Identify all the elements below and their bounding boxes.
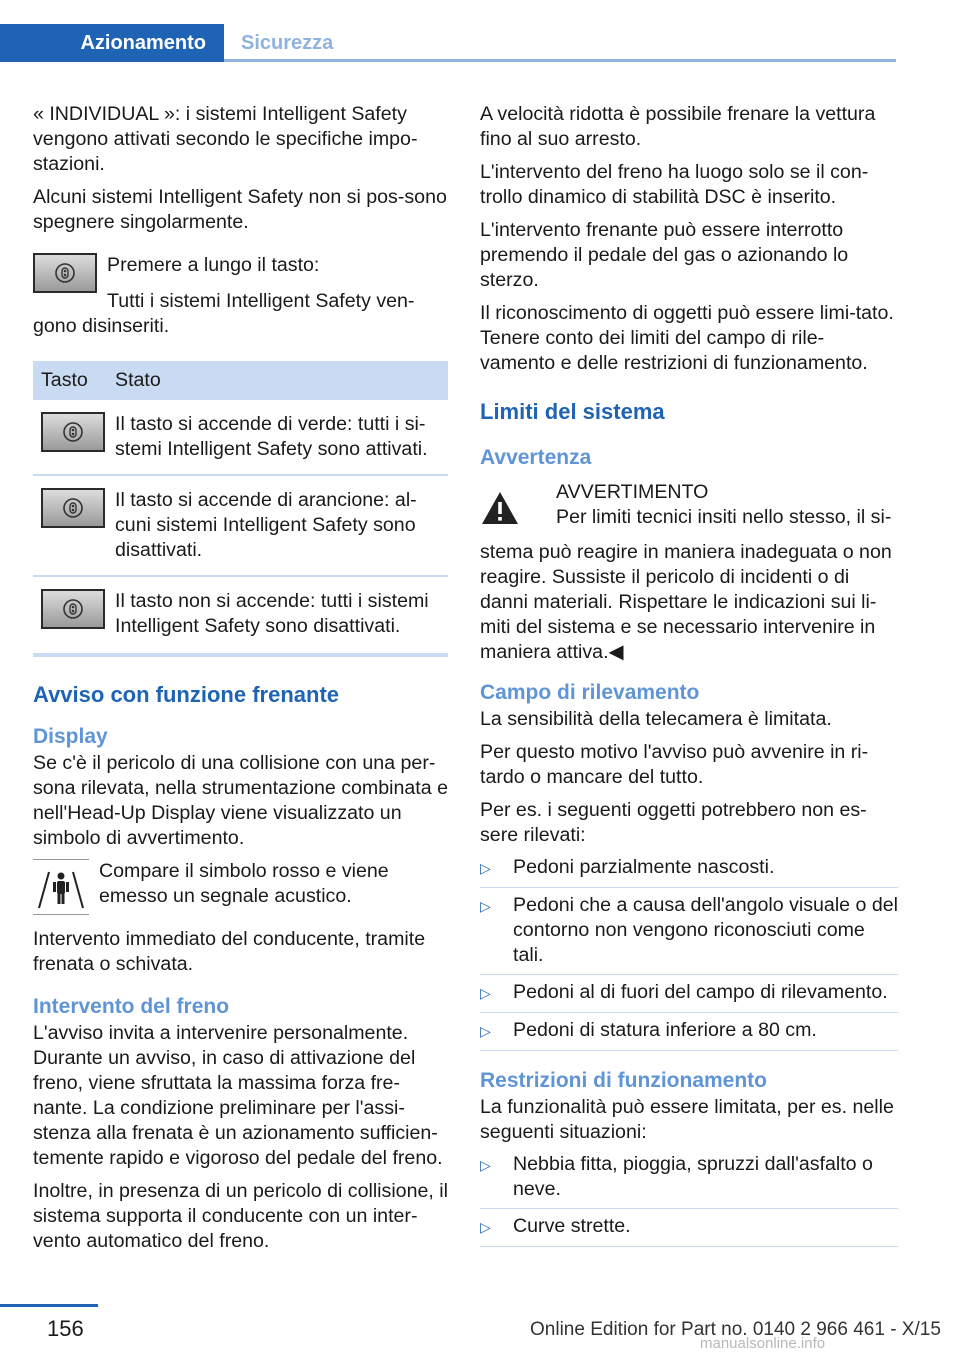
intelligent-safety-button-icon bbox=[41, 589, 105, 629]
bullet-triangle-icon: ▷ bbox=[480, 1023, 491, 1039]
table-row bbox=[33, 576, 448, 655]
bullet-triangle-icon: ▷ bbox=[480, 860, 491, 876]
page-header bbox=[0, 0, 960, 62]
paragraph: Se c'è il pericolo di una collisione con una per-sona rilevata, nella strumentazione combinata e nell'Head-Up Display viene visualizzato un simbolo di avvertimento. bbox=[33, 752, 448, 849]
press-line: Premere a lungo il tasto: bbox=[107, 254, 320, 276]
table-cell: Il tasto si accende di arancione: al-cuni sistemi Intelligent Safety sono disattivati. bbox=[107, 475, 448, 576]
symbol-description: Compare il simbolo rosso e viene emesso un segnale acustico. bbox=[99, 860, 389, 907]
watermark: manualsonline.info bbox=[700, 1335, 826, 1352]
warning-triangle-icon bbox=[480, 480, 544, 536]
bullet-triangle-icon: ▷ bbox=[480, 1157, 491, 1173]
paragraph: L'intervento frenante può essere interrotto premendo il pedale del gas o azionando lo sterzo. bbox=[480, 219, 849, 291]
heading-brake-intervention: Intervento del freno bbox=[33, 995, 230, 1018]
paragraph: L'intervento del freno ha luogo solo se il con-trollo dinamico di stabilità DSC è inserito. bbox=[480, 161, 869, 208]
button-state-table bbox=[33, 361, 448, 657]
bullet-triangle-icon: ▷ bbox=[480, 985, 491, 1001]
pedestrian-warning-icon bbox=[33, 859, 89, 915]
paragraph: Per es. i seguenti oggetti potrebbero non es-sere rilevati: bbox=[480, 799, 867, 846]
intelligent-safety-button-icon bbox=[33, 253, 97, 293]
press-instruction bbox=[33, 253, 448, 293]
list-item: ▷ Pedoni di statura inferiore a 80 cm. bbox=[480, 1013, 898, 1051]
right-column bbox=[480, 102, 898, 1247]
undetected-objects-list bbox=[480, 850, 898, 1051]
intelligent-safety-button-icon bbox=[41, 412, 105, 452]
paragraph: La sensibilità della telecamera è limitata. bbox=[480, 708, 832, 730]
table-row bbox=[33, 400, 448, 475]
footer-accent-line bbox=[0, 1304, 98, 1307]
paragraph: L'avviso invita a intervenire personalmente. Durante un avviso, in caso di attivazione del freno, viene sfruttata la massima forza fre-nante. La condizione preliminare per l'assi-stenza alla frenata è un azionamento sufficien-temente rapido e vigoroso del pedale del freno. bbox=[33, 1022, 443, 1169]
header-divider bbox=[224, 59, 896, 62]
heading-detection-range: Campo di rilevamento bbox=[480, 681, 700, 704]
heading-brake-warning: Avviso con funzione frenante bbox=[33, 682, 340, 707]
paragraph: Intervento immediato del conducente, tramite frenata o schivata. bbox=[33, 928, 426, 975]
edition-note: Online Edition for Part no. 0140 2 966 461 - X/15 bbox=[530, 1319, 941, 1340]
page-number: 156 bbox=[47, 1316, 84, 1341]
warning-block bbox=[480, 480, 898, 536]
symbol-row bbox=[33, 859, 448, 917]
table-cell: Il tasto si accende di verde: tutti i si-stemi Intelligent Safety sono attivati. bbox=[107, 400, 448, 475]
bullet-triangle-icon: ▷ bbox=[480, 1219, 491, 1235]
paragraph: Inoltre, in presenza di un pericolo di collisione, il sistema supporta il conducente con un inter-vento automatico del freno. bbox=[33, 1180, 448, 1252]
heading-restrictions: Restrizioni di funzionamento bbox=[480, 1069, 767, 1092]
heading-display: Display bbox=[33, 725, 108, 748]
paragraph: Il riconoscimento di oggetti può essere limi-tato. Tenere conto dei limiti del campo di rile-vamento e delle restrizioni di funzionamento. bbox=[480, 302, 894, 374]
intelligent-safety-button-icon bbox=[41, 488, 105, 528]
paragraph: « INDIVIDUAL »: i sistemi Intelligent Safety vengono attivati secondo le specifiche impo-stazioni. bbox=[33, 103, 418, 175]
tab-sicurezza[interactable]: Sicurezza bbox=[241, 31, 334, 54]
table-header-tasto: Tasto bbox=[33, 361, 107, 400]
table-row bbox=[33, 475, 448, 576]
warning-text: Per limiti tecnici insiti nello stesso, il si- bbox=[556, 506, 892, 528]
paragraph: Per questo motivo l'avviso può avvenire in ri-tardo o mancare del tutto. bbox=[480, 741, 869, 788]
heading-warning: Avvertenza bbox=[480, 446, 592, 469]
paragraph: Alcuni sistemi Intelligent Safety non si pos-sono spegnere singolarmente. bbox=[33, 186, 447, 233]
list-item: ▷ Pedoni al di fuori del campo di rilevamento. bbox=[480, 975, 898, 1013]
paragraph: A velocità ridotta è possibile frenare la vettura fino al suo arresto. bbox=[480, 103, 876, 150]
tab-azionamento[interactable]: Azionamento bbox=[0, 24, 224, 62]
table-cell: Il tasto non si accende: tutti i sistemi Intelligent Safety sono disattivati. bbox=[107, 576, 448, 655]
warning-text: stema può reagire in maniera inadeguata o non reagire. Sussiste il pericolo di incidenti o di danni materiali. Rispettare le indicazioni sui li-miti del sistema e se necessario intervenire in maniera attiva.◀ bbox=[480, 541, 892, 663]
left-column bbox=[33, 102, 448, 1262]
warning-title: AVVERTIMENTO bbox=[556, 481, 709, 503]
paragraph: La funzionalità può essere limitata, per es. nelle seguenti situazioni: bbox=[480, 1096, 894, 1143]
heading-system-limits: Limiti del sistema bbox=[480, 399, 665, 424]
press-result: Tutti i sistemi Intelligent Safety ven-gono disinseriti. bbox=[33, 290, 415, 337]
table-header-stato: Stato bbox=[107, 361, 448, 400]
list-item: ▷ Pedoni che a causa dell'angolo visuale o del contorno non vengono riconosciuti come tali. bbox=[480, 888, 898, 975]
list-item: ▷ Pedoni parzialmente nascosti. bbox=[480, 850, 898, 888]
restrictions-list bbox=[480, 1147, 898, 1247]
list-item: ▷ Nebbia fitta, pioggia, spruzzi dall'asfalto o neve. bbox=[480, 1147, 898, 1209]
list-item: ▷ Curve strette. bbox=[480, 1209, 898, 1247]
bullet-triangle-icon: ▷ bbox=[480, 898, 491, 914]
